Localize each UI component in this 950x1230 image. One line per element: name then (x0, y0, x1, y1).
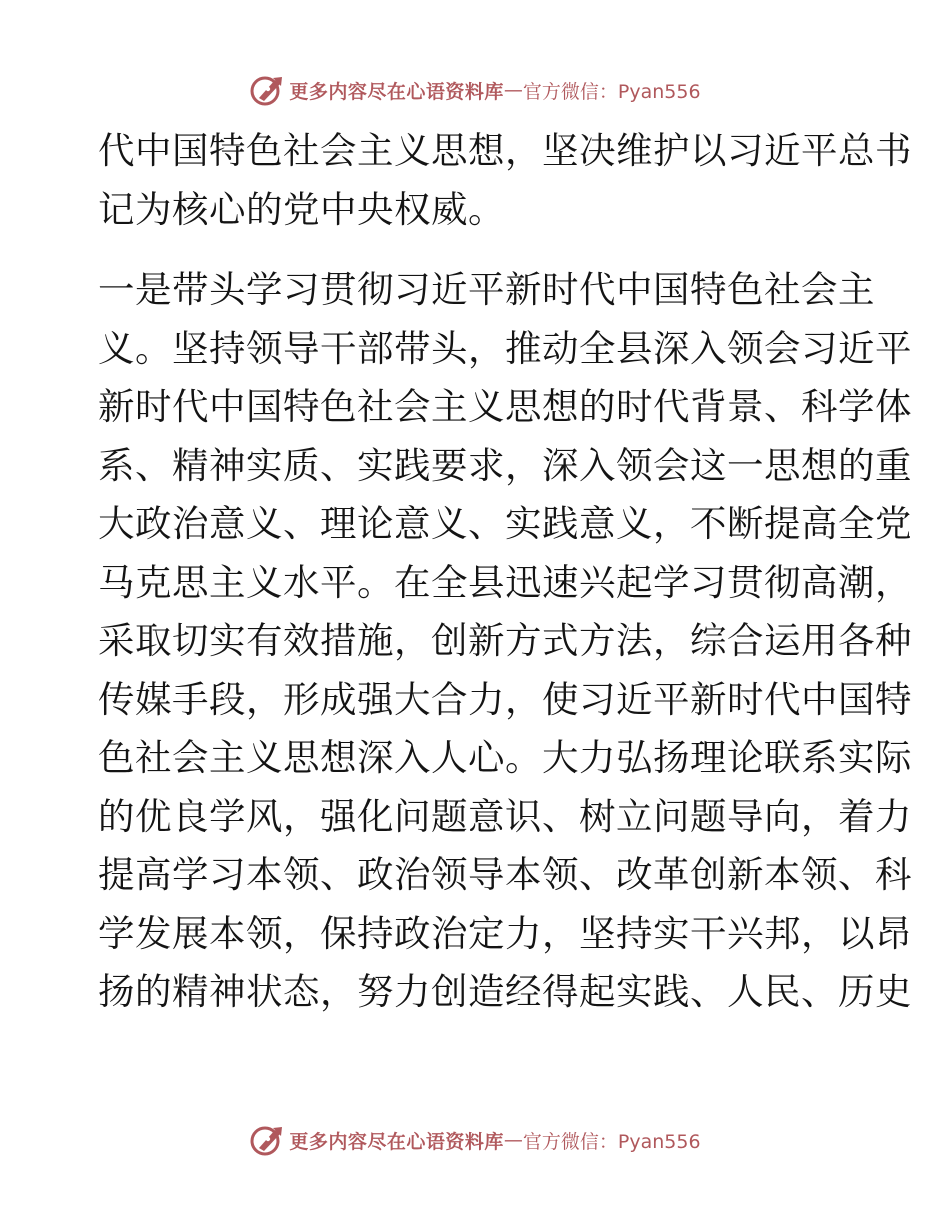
text-line: 义。坚持领导干部带头，推动全县深入领会习近平 (98, 326, 912, 370)
text-line: 色社会主义思想深入人心。大力弘扬理论联系实际 (98, 736, 912, 779)
text-line: 学发展本领，保持政治定力，坚持实干兴邦，以昂 (98, 911, 912, 955)
footer-banner (0, 1120, 950, 1160)
text-line: 新时代中国特色社会主义思想的时代背景、科学体 (98, 385, 912, 428)
text-line: 代中国特色社会主义思想，坚决维护以习近平总书 (98, 129, 912, 172)
banner-site-name: 更多内容尽在心语资料库 (289, 1130, 504, 1153)
text-line: 马克思主义水平。在全县迅速兴起学习贯彻高潮， (98, 560, 912, 604)
header-banner (0, 70, 950, 110)
banner-contact: 官方微信：Pyan556 (522, 1130, 701, 1153)
banner-site-name: 更多内容尽在心语资料库 (289, 80, 504, 103)
text-line: 采取切实有效措施，创新方式方法，综合运用各种 (98, 619, 912, 662)
text-line: 的优良学风，强化问题意识、树立问题导向，着力 (98, 794, 912, 838)
text-line: 提高学习本领、政治领导本领、改革创新本领、科 (98, 853, 912, 896)
text-line: 大政治意义、理论意义、实践意义，不断提高全党 (98, 502, 912, 545)
text-line: 系、精神实质、实践要求，深入领会这一思想的重 (98, 443, 912, 487)
text-line: 传媒手段，形成强大合力，使习近平新时代中国特 (98, 677, 912, 721)
text-line: 一是带头学习贯彻习近平新时代中国特色社会主 (98, 268, 875, 311)
pen-nib-logo-icon (249, 72, 285, 108)
paragraph-1 (98, 122, 912, 239)
paragraph-2 (98, 261, 912, 1022)
banner-separator: — (503, 79, 523, 101)
banner-separator: — (503, 1129, 523, 1151)
document-body (98, 122, 912, 1022)
text-line: 记为核心的党中央权威。 (98, 187, 505, 231)
pen-nib-logo-icon (249, 1122, 285, 1158)
text-line: 扬的精神状态，努力创造经得起实践、人民、历史 (98, 970, 912, 1013)
banner-contact: 官方微信：Pyan556 (522, 80, 701, 103)
